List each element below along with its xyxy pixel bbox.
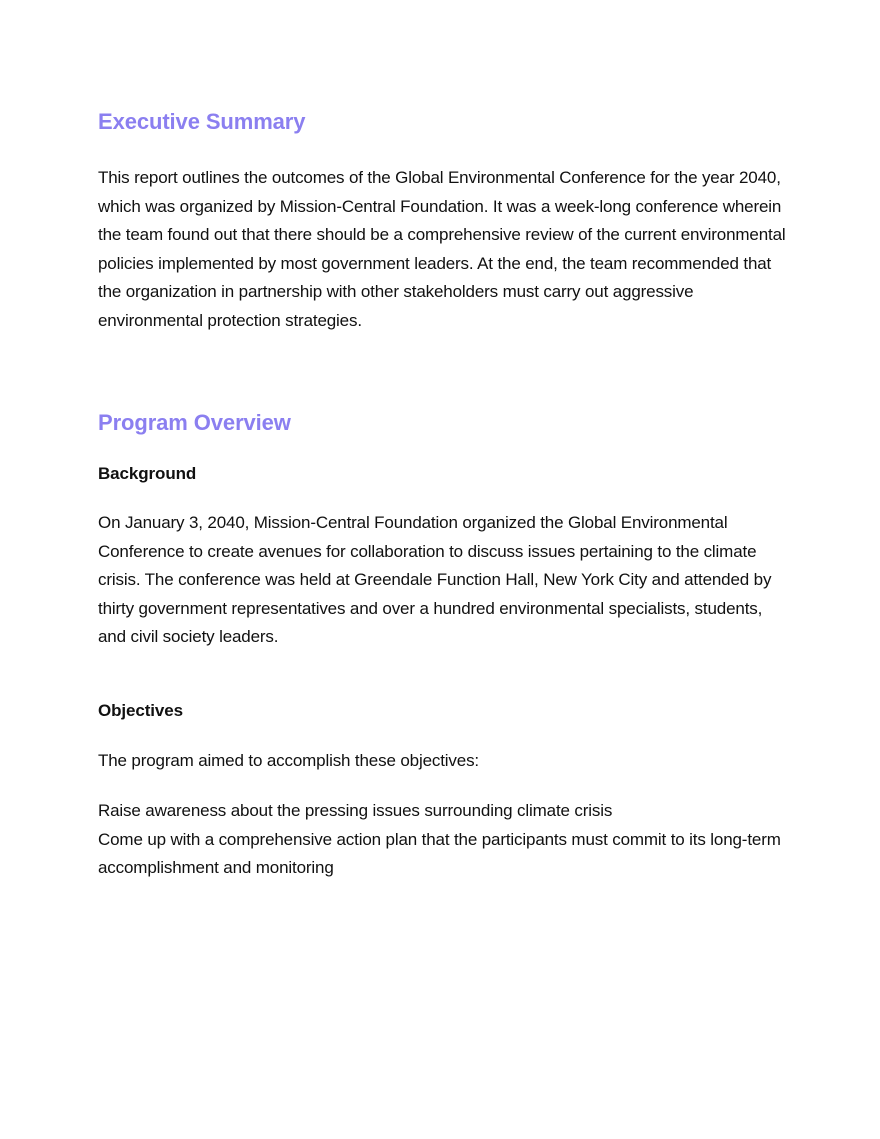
program-overview-heading: Program Overview — [98, 410, 291, 435]
objectives-heading: Objectives — [98, 700, 183, 720]
executive-summary-heading: Executive Summary — [98, 109, 306, 134]
background-paragraph: On January 3, 2040, Mission-Central Foundation organized the Global Environmental Conference to create avenues for collaboration to discuss issues pertaining to the climate crisis. The conference was held at Greendale Function Hall, New York City and attended by thirty government representatives and over a hundred environmental specialists, students, and civil society leaders. — [98, 513, 772, 646]
objectives-list — [98, 797, 788, 883]
document-content — [98, 106, 788, 883]
list-item: Raise awareness about the pressing issues surrounding climate crisis — [98, 801, 613, 820]
list-item: Come up with a comprehensive action plan that the participants must commit to its long-term accomplishment and monitoring — [98, 829, 781, 877]
background-heading: Background — [98, 464, 197, 483]
executive-summary-paragraph: This report outlines the outcomes of the Global Environmental Conference for the year 2040, which was organized by Mission-Central Foundation. It was a week-long conference wherein the team found out that there should be a comprehensive review of the current environmental policies implemented by most government leaders. At the end, the team recommended that the organization in partnership with other stakeholders must carry out aggressive environmental protection strategies. — [98, 168, 786, 330]
objectives-intro: The program aimed to accomplish these objectives: — [98, 750, 480, 770]
